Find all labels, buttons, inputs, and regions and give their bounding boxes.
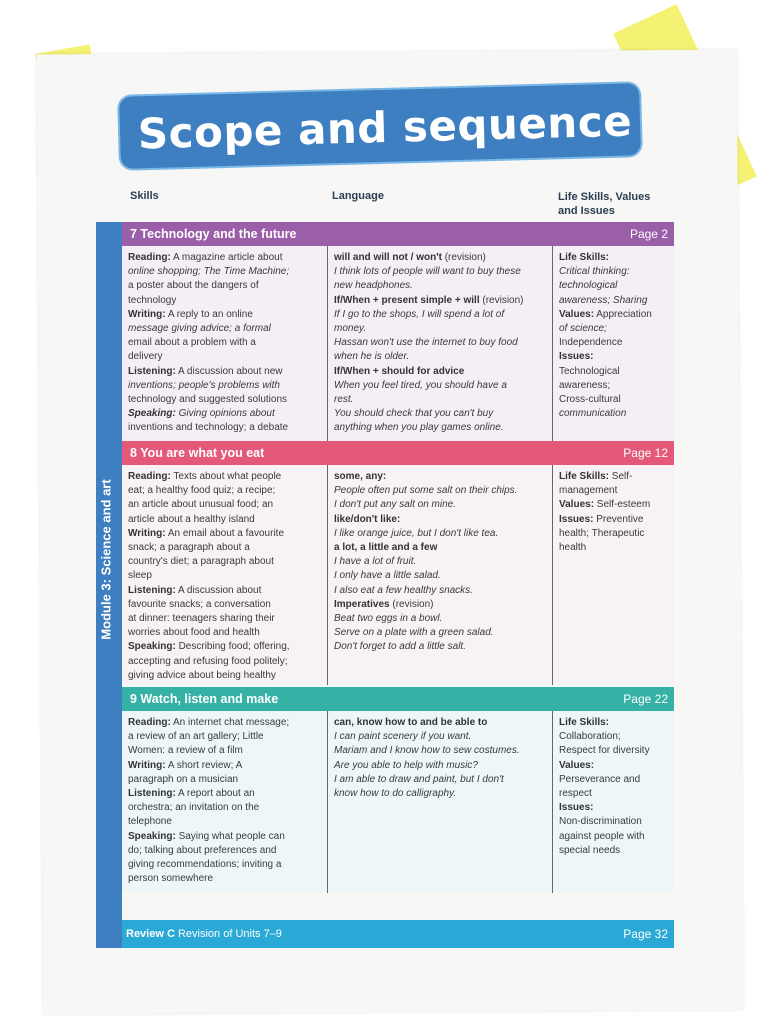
unit-body bbox=[122, 711, 674, 893]
body-text: article about a healthy island bbox=[128, 513, 255, 525]
body-text: I only have a little salad. bbox=[334, 570, 441, 582]
text-line bbox=[128, 513, 322, 527]
module-label: Module 3: Science and art bbox=[98, 479, 114, 640]
column-header-language: Language bbox=[332, 190, 384, 202]
body-text: I like orange juice, but I don't like tea. bbox=[334, 527, 499, 539]
text-line bbox=[559, 498, 669, 512]
body-text: Technological bbox=[559, 365, 620, 377]
body-text: Respect for diversity bbox=[559, 745, 650, 757]
label-text: Values: bbox=[559, 759, 595, 771]
label-text: Listening: bbox=[128, 584, 176, 596]
text-line bbox=[128, 858, 322, 872]
body-text: Texts about what people bbox=[170, 471, 282, 482]
body-text: (revision) bbox=[441, 252, 486, 263]
text-line bbox=[128, 584, 322, 598]
body-text: Cross-cultural bbox=[559, 394, 621, 406]
text-line bbox=[559, 541, 669, 555]
body-text: You should check that you can't buy bbox=[334, 408, 494, 420]
label-text: If/When + present simple + will bbox=[334, 294, 480, 306]
text-line bbox=[559, 265, 669, 279]
text-line bbox=[334, 336, 547, 350]
review-label: Review C bbox=[126, 928, 175, 940]
text-line bbox=[334, 279, 547, 293]
body-text: Hassan won't use the internet to buy food bbox=[334, 337, 518, 349]
text-line bbox=[128, 407, 322, 421]
body-text: orchestra; an invitation on the bbox=[128, 802, 260, 814]
text-line bbox=[128, 612, 322, 626]
body-text: I think lots of people will want to buy these bbox=[334, 266, 521, 278]
unit-header bbox=[122, 687, 674, 711]
module-sidebar bbox=[96, 222, 122, 922]
text-line bbox=[334, 379, 547, 393]
text-line bbox=[559, 365, 669, 379]
label-text: Issues: bbox=[559, 802, 594, 814]
body-text: delivery bbox=[128, 351, 163, 363]
label-text: Values: bbox=[559, 499, 595, 511]
text-line bbox=[559, 470, 669, 484]
body-text: Collaboration; bbox=[559, 731, 621, 743]
text-line bbox=[334, 626, 547, 640]
label-text: can, know how to and be able to bbox=[334, 717, 488, 728]
body-text: A reply to an online bbox=[165, 308, 253, 320]
body-text: rest. bbox=[334, 394, 354, 406]
text-line bbox=[128, 626, 322, 640]
text-line bbox=[559, 251, 669, 265]
body-text: online shopping; The Time Machine; bbox=[128, 266, 290, 278]
text-line bbox=[128, 872, 322, 886]
text-line bbox=[559, 322, 669, 336]
text-line bbox=[559, 336, 669, 350]
text-line bbox=[128, 484, 322, 498]
text-line bbox=[334, 541, 547, 555]
text-line bbox=[128, 498, 322, 512]
body-text: special needs bbox=[559, 844, 621, 856]
unit-page: Page 2 bbox=[629, 227, 668, 241]
body-text: I have a lot of fruit. bbox=[334, 556, 417, 568]
body-text: Perseverance and bbox=[559, 773, 641, 785]
text-line bbox=[334, 265, 547, 279]
skills-cell bbox=[122, 246, 328, 441]
text-line bbox=[334, 598, 547, 612]
text-line bbox=[334, 527, 547, 541]
label-text: Writing: bbox=[128, 759, 166, 771]
text-line bbox=[128, 393, 322, 407]
body-text: at dinner: teenagers sharing their bbox=[128, 613, 275, 625]
text-line bbox=[559, 759, 669, 773]
text-line bbox=[559, 350, 669, 364]
text-line bbox=[559, 407, 669, 421]
body-text: health bbox=[559, 542, 587, 554]
text-line bbox=[334, 484, 547, 498]
text-line bbox=[334, 513, 547, 527]
body-text: against people with bbox=[559, 830, 645, 842]
body-text: I don't put any salt on mine. bbox=[334, 499, 456, 511]
body-text: money. bbox=[334, 323, 367, 335]
body-text: Preventive bbox=[593, 513, 644, 525]
body-text: telephone bbox=[128, 816, 172, 828]
module-sidebar-footer bbox=[96, 922, 122, 948]
body-text: Beat two eggs in a bowl. bbox=[334, 613, 443, 625]
text-line bbox=[559, 815, 669, 829]
body-text: I also eat a few healthy snacks. bbox=[334, 584, 473, 596]
body-text: Describing food; offering, bbox=[175, 641, 290, 653]
body-text: If I go to the shops, I will spend a lot of bbox=[334, 308, 505, 320]
body-text: awareness; bbox=[559, 379, 611, 391]
body-text: giving recommendations; inviting a bbox=[128, 859, 282, 871]
body-text: person somewhere bbox=[128, 873, 214, 885]
review-page: Page 32 bbox=[623, 927, 668, 941]
body-text: snack; a paragraph about a bbox=[128, 542, 250, 554]
text-line bbox=[128, 365, 322, 379]
text-line bbox=[334, 759, 547, 773]
text-line bbox=[128, 844, 322, 858]
text-line bbox=[128, 815, 322, 829]
text-line bbox=[334, 251, 547, 265]
text-line bbox=[334, 716, 547, 730]
column-headers bbox=[122, 186, 674, 222]
text-line bbox=[559, 773, 669, 787]
body-text: A magazine article about bbox=[170, 252, 283, 263]
label-text: Speaking: bbox=[128, 830, 176, 842]
text-line bbox=[334, 498, 547, 512]
unit-header bbox=[122, 222, 674, 246]
body-text: A report about an bbox=[175, 788, 255, 800]
unit-title: 7 Technology and the future bbox=[130, 227, 297, 241]
body-text: technology and suggested solutions bbox=[128, 394, 288, 406]
body-text: An email about a favourite bbox=[165, 527, 285, 539]
label-text: Life Skills: bbox=[559, 717, 610, 728]
label-text: If/When + should for advice bbox=[334, 365, 465, 377]
label-text: some, any: bbox=[334, 471, 387, 482]
review-text: Revision of Units 7–9 bbox=[177, 928, 282, 940]
label-text: Reading: bbox=[128, 471, 171, 482]
label-text: Issues: bbox=[559, 513, 594, 525]
body-text: new headphones. bbox=[334, 280, 413, 292]
label-text: Reading: bbox=[128, 717, 171, 728]
body-text: a poster about the dangers of bbox=[128, 280, 259, 292]
text-line bbox=[128, 640, 322, 654]
text-line bbox=[128, 527, 322, 541]
label-text: Writing: bbox=[128, 308, 166, 320]
unit-body bbox=[122, 246, 674, 441]
body-text: (revision) bbox=[389, 598, 434, 610]
body-text: giving advice about being healthy bbox=[128, 669, 276, 681]
text-line bbox=[559, 844, 669, 858]
body-text: email about a problem with a bbox=[128, 337, 256, 349]
text-line bbox=[334, 308, 547, 322]
body-text: Mariam and I know how to sew costumes. bbox=[334, 745, 520, 757]
body-text: paragraph on a musician bbox=[128, 773, 239, 785]
language-cell bbox=[328, 465, 553, 685]
label-text: Life Skills: bbox=[559, 252, 610, 263]
body-text: People often put some salt on their chips. bbox=[334, 485, 518, 497]
unit-page: Page 22 bbox=[623, 692, 668, 706]
text-line bbox=[559, 787, 669, 801]
unit-title: 8 You are what you eat bbox=[130, 446, 265, 460]
life-skills-cell bbox=[553, 711, 674, 893]
text-line bbox=[128, 759, 322, 773]
text-line bbox=[128, 350, 322, 364]
body-text: message giving advice; a formal bbox=[128, 323, 271, 335]
body-text: Are you able to help with music? bbox=[334, 759, 478, 771]
text-line bbox=[128, 801, 322, 815]
unit-header bbox=[122, 441, 674, 465]
unit-body bbox=[122, 465, 674, 685]
body-text: an article about unusual food; an bbox=[128, 499, 274, 511]
text-line bbox=[128, 251, 322, 265]
label-text: Reading: bbox=[128, 252, 171, 263]
text-line bbox=[334, 294, 547, 308]
label-text: Imperatives bbox=[334, 598, 390, 610]
page-title: Scope and sequence bbox=[137, 96, 633, 159]
life-skills-cell bbox=[553, 246, 674, 441]
body-text: Women: a review of a film bbox=[128, 745, 243, 757]
body-text: inventions and technology; a debate bbox=[128, 422, 289, 434]
label-text: Writing: bbox=[128, 527, 166, 539]
text-line bbox=[334, 569, 547, 583]
text-line bbox=[559, 513, 669, 527]
body-text: awareness; Sharing bbox=[559, 294, 648, 306]
label-text: like/don't like: bbox=[334, 513, 401, 525]
language-cell bbox=[328, 711, 553, 893]
label-text: Issues: bbox=[559, 351, 594, 363]
text-line bbox=[559, 393, 669, 407]
text-line bbox=[334, 393, 547, 407]
column-header-skills: Skills bbox=[130, 190, 159, 202]
body-text: Critical thinking: bbox=[559, 266, 630, 278]
life-skills-cell bbox=[553, 465, 674, 685]
text-line bbox=[334, 640, 547, 654]
unit-section bbox=[122, 222, 674, 441]
text-line bbox=[559, 484, 669, 498]
text-line bbox=[559, 527, 669, 541]
body-text: do; talking about preferences and bbox=[128, 844, 277, 856]
skills-cell bbox=[122, 711, 328, 893]
body-text: health; Therapeutic bbox=[559, 527, 645, 539]
body-text: A discussion about bbox=[175, 584, 262, 596]
text-line bbox=[334, 407, 547, 421]
body-text: of science; bbox=[559, 323, 607, 335]
text-line bbox=[128, 294, 322, 308]
body-text: When you feel tired, you should have a bbox=[334, 379, 507, 391]
body-text: anything when you play games online. bbox=[334, 422, 504, 434]
text-line bbox=[128, 421, 322, 435]
body-text: technology bbox=[128, 294, 177, 306]
text-line bbox=[128, 773, 322, 787]
text-line bbox=[559, 294, 669, 308]
body-text: favourite snacks; a conversation bbox=[128, 598, 271, 610]
text-line bbox=[334, 787, 547, 801]
body-text: respect bbox=[559, 788, 592, 800]
text-line bbox=[128, 379, 322, 393]
label-text: Speaking: bbox=[128, 408, 176, 420]
unit-section bbox=[122, 687, 674, 893]
label-text: Listening: bbox=[128, 788, 176, 800]
text-line bbox=[334, 350, 547, 364]
text-line bbox=[128, 787, 322, 801]
text-line bbox=[334, 421, 547, 435]
body-text: communication bbox=[559, 408, 627, 420]
text-line bbox=[334, 730, 547, 744]
text-line bbox=[559, 279, 669, 293]
text-line bbox=[128, 569, 322, 583]
text-line bbox=[128, 336, 322, 350]
text-line bbox=[128, 322, 322, 336]
text-line bbox=[128, 279, 322, 293]
text-line bbox=[559, 801, 669, 815]
text-line bbox=[128, 744, 322, 758]
body-text: management bbox=[559, 485, 618, 497]
body-text: eat; a healthy food quiz; a recipe; bbox=[128, 485, 276, 497]
body-text: (revision) bbox=[479, 294, 524, 306]
text-line bbox=[334, 773, 547, 787]
text-line bbox=[334, 744, 547, 758]
text-line bbox=[334, 612, 547, 626]
body-text: sleep bbox=[128, 570, 152, 582]
text-line bbox=[128, 470, 322, 484]
column-header-life-skills: Life Skills, Values and Issues bbox=[558, 191, 651, 217]
language-cell bbox=[328, 246, 553, 441]
text-line bbox=[559, 379, 669, 393]
body-text: technological bbox=[559, 280, 618, 292]
body-text: Appreciation bbox=[594, 308, 652, 320]
body-text: inventions; people's problems with bbox=[128, 379, 280, 391]
text-line bbox=[559, 830, 669, 844]
label-text: will and will not / won't bbox=[334, 252, 442, 263]
label-text: a lot, a little and a few bbox=[334, 542, 438, 554]
label-text: Life Skills: bbox=[559, 471, 610, 482]
label-text: Speaking: bbox=[128, 641, 176, 653]
text-line bbox=[128, 265, 322, 279]
body-text: Independence bbox=[559, 337, 623, 349]
text-line bbox=[128, 669, 322, 683]
body-text: Self-esteem bbox=[594, 499, 651, 511]
text-line bbox=[128, 541, 322, 555]
text-line bbox=[334, 365, 547, 379]
body-text: know how to do calligraphy. bbox=[334, 788, 457, 800]
body-text: worries about food and health bbox=[128, 627, 260, 639]
text-line bbox=[128, 308, 322, 322]
body-text: Self- bbox=[609, 471, 633, 482]
text-line bbox=[559, 744, 669, 758]
text-line bbox=[128, 730, 322, 744]
review-bar bbox=[122, 920, 674, 948]
unit-section bbox=[122, 441, 674, 685]
text-line bbox=[128, 830, 322, 844]
text-line bbox=[128, 655, 322, 669]
body-text: Don't forget to add a little salt. bbox=[334, 641, 466, 653]
body-text: Serve on a plate with a green salad. bbox=[334, 627, 494, 639]
body-text: country's diet; a paragraph about bbox=[128, 556, 274, 568]
body-text: A discussion about new bbox=[175, 365, 283, 377]
label-text: Values: bbox=[559, 308, 595, 320]
text-line bbox=[128, 598, 322, 612]
text-line bbox=[334, 322, 547, 336]
text-line bbox=[559, 716, 669, 730]
body-text: I can paint scenery if you want. bbox=[334, 731, 472, 743]
body-text: when he is older. bbox=[334, 351, 410, 363]
body-text: Giving opinions about bbox=[175, 408, 275, 420]
text-line bbox=[559, 308, 669, 322]
text-line bbox=[334, 470, 547, 484]
body-text: An internet chat message; bbox=[170, 717, 290, 728]
body-text: Non-discrimination bbox=[559, 816, 642, 828]
text-line bbox=[559, 730, 669, 744]
skills-cell bbox=[122, 465, 328, 685]
body-text: Saying what people can bbox=[175, 830, 285, 842]
body-text: a review of an art gallery; Little bbox=[128, 731, 264, 743]
unit-page: Page 12 bbox=[623, 446, 668, 460]
body-text: A short review; A bbox=[165, 759, 243, 771]
text-line bbox=[128, 716, 322, 730]
text-line bbox=[128, 555, 322, 569]
label-text: Listening: bbox=[128, 365, 176, 377]
text-line bbox=[334, 555, 547, 569]
body-text: accepting and refusing food politely; bbox=[128, 655, 288, 667]
unit-title: 9 Watch, listen and make bbox=[130, 692, 279, 706]
body-text: I am able to draw and paint, but I don't bbox=[334, 773, 504, 785]
text-line bbox=[334, 584, 547, 598]
